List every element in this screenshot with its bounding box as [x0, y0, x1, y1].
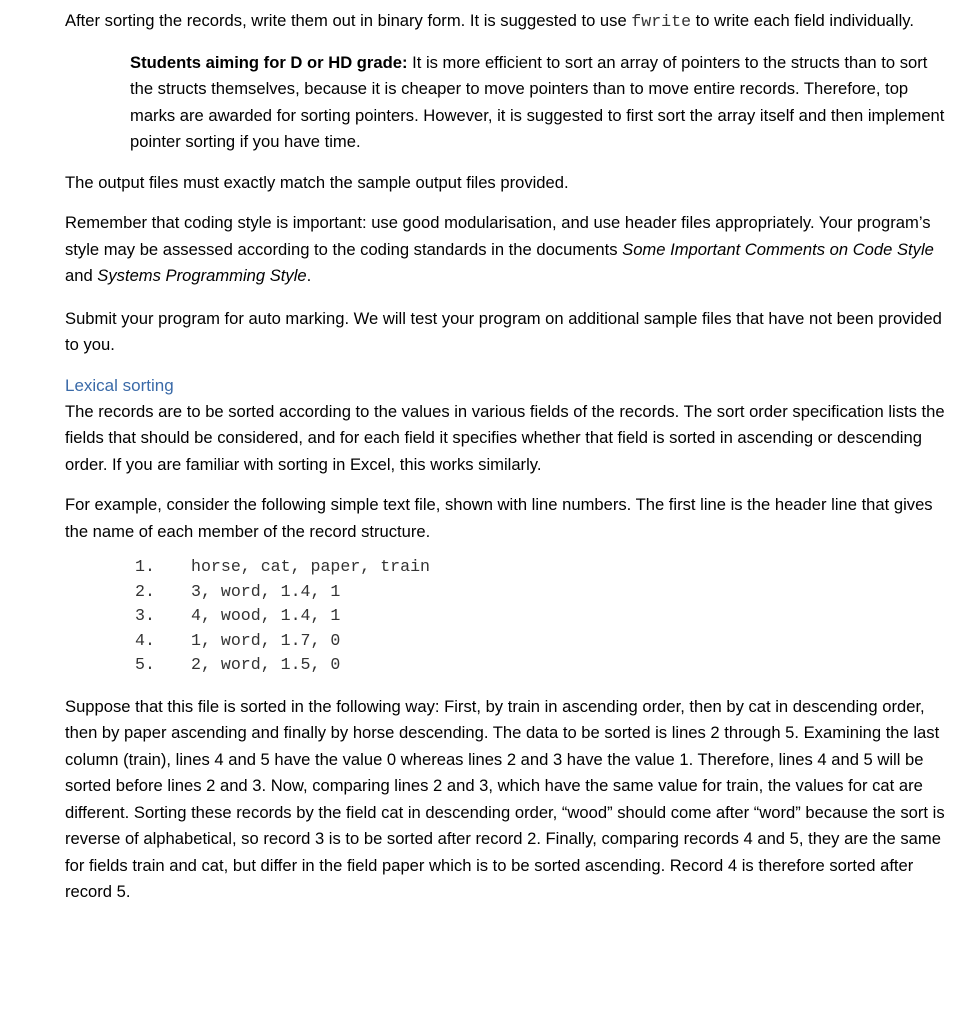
paragraph-binary-output [65, 8, 945, 36]
line-number: 5. [135, 655, 155, 674]
section-heading: Lexical sorting [65, 375, 174, 395]
code-text: 1, word, 1.7, 0 [191, 630, 341, 650]
paragraph-coding-style [65, 210, 945, 290]
code-text: 2, word, 1.5, 0 [191, 655, 341, 674]
paragraph-example-intro: For example, consider the following simple text file, shown with line numbers. The first line is the header line that gives the name of each member of the record structure. [65, 495, 933, 541]
paragraph-sort-example: Suppose that this file is sorted in the following way: First, by train in ascending order, then by cat in descending order, then by paper ascending and finally by horse descending. The data to be sorted is lines 2 through 5. Examining the last column (train), lines 4 and 5 have the value 0 whereas lines 2 and 3 have the value 1. Therefore, lines 4 and 5 will be sorted before lines 2 and 3. Now, comparing lines 2 and 3, which have the same value for train, the values for cat are different. Sorting these records by the field cat in descending order, “wood” should come after “word” because the sort is reverse of alphabetical, so record 3 is to be sorted after record 2. Finally, comparing records 4 and 5, they are the same for fields train and cat, but differ in the field paper which is to be sorted ascending. Record 4 is therefore sorted after record 5. [65, 696, 945, 901]
inline-code: fwrite [631, 12, 692, 31]
line-number: 1. [135, 557, 155, 576]
paragraph-text: and [65, 266, 98, 285]
grade-note-label: Students aiming for D or HD grade: [130, 52, 408, 72]
paragraph-sort-spec: The records are to be sorted according to the values in various fields of the records. The sort order specification lists the fields that should be considered, and for each field it specifies whether that field is sorted in ascending or descending order. If you are familiar with sorting in Excel, this works similarly. [65, 401, 945, 474]
paragraph-grade-note [130, 50, 945, 156]
paragraph-text: Remember that coding style is important: use good modularisation, and use header files appropriately. Your program’s style may be assessed according to the coding standards in the documents [65, 213, 931, 259]
paragraph-output-files: The output files must exactly match the sample output files provided. [65, 172, 569, 192]
line-number: 4. [135, 630, 155, 650]
document-page [65, 8, 945, 906]
code-line [135, 604, 945, 629]
code-text: horse, cat, paper, train [191, 557, 430, 576]
code-listing [135, 555, 945, 678]
line-number: 3. [135, 606, 155, 625]
code-line [135, 653, 945, 678]
code-line [135, 555, 945, 580]
line-number: 2. [135, 581, 155, 601]
paragraph-text: It is more efficient to sort an array of pointers to the structs than to sort the structs themselves, because it is cheaper to move pointers than to move entire records. Therefore, top marks are awarded for sorting pointers. However, it is suggested to first sort the array itself and then implement pointer sorting if you have time. [130, 52, 945, 151]
paragraph-text: . [306, 266, 312, 285]
document-title: Systems Programming Style [97, 266, 307, 285]
code-text: 4, wood, 1.4, 1 [191, 606, 341, 625]
paragraph-text: After sorting the records, write them out in binary form. It is suggested to use [65, 11, 632, 30]
paragraph-text: to write each field individually. [691, 11, 914, 30]
paragraph-submit: Submit your program for auto marking. We will test your program on additional sample files that have not been provided to you. [65, 308, 942, 354]
document-title: Some Important Comments on Code Style [622, 239, 934, 259]
code-text: 3, word, 1.4, 1 [191, 581, 341, 601]
code-line [135, 580, 945, 605]
code-line [135, 629, 945, 654]
